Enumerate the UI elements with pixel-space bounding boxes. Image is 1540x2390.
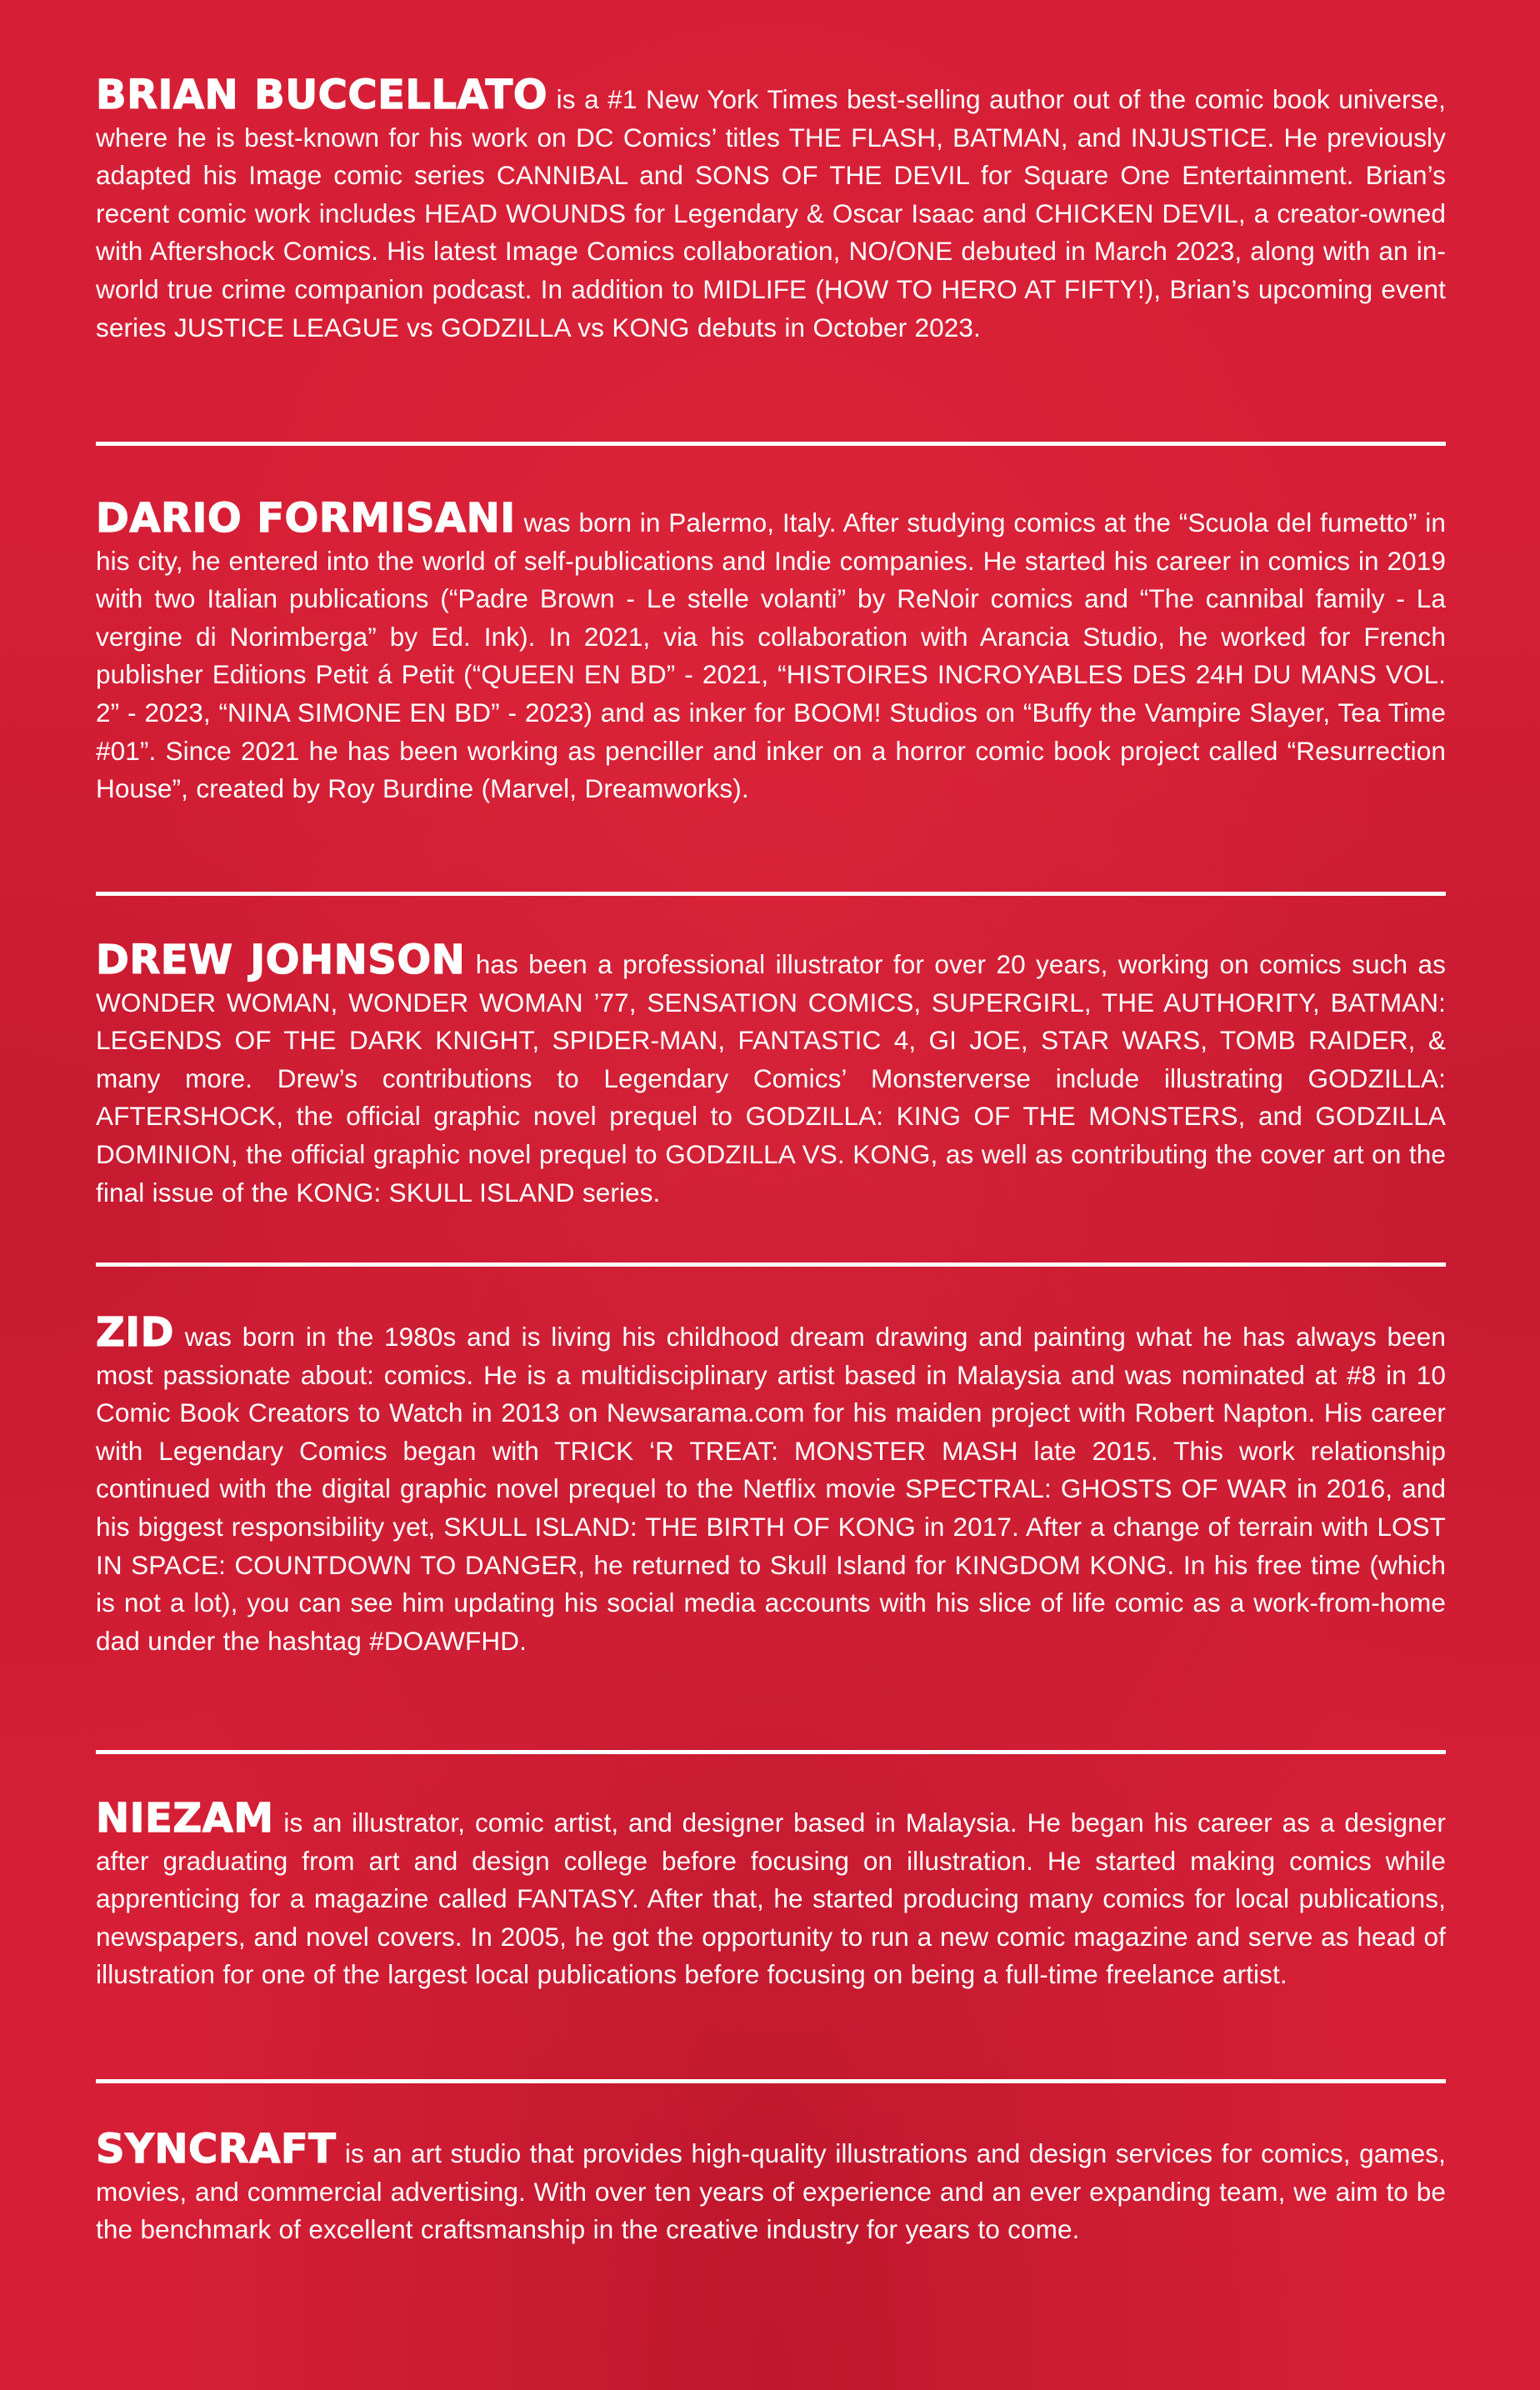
bio-dario-formisani: [96, 495, 1446, 808]
bio-text: is an art studio that provides high-quality illustrations and design services for comics, games, movies, and commercial advertising. With over ten years of experience and an ever expanding team, we aim to be the benchmark of excellent craftsmanship in the creative industry for years to come.: [96, 2138, 1446, 2245]
bio-name: NIEZAM: [96, 1795, 274, 1842]
section-divider: [96, 2079, 1446, 2083]
bio-text: is an illustrator, comic artist, and designer based in Malaysia. He began his career as a designer after graduating from art and design college before focusing on illustration. He started making comics while apprenticing for a magazine called FANTASY. After that, he started producing many comics for local publications, newspapers, and novel covers. In 2005, he got the opportunity to run a new comic magazine and serve as head of illustration for one of the largest local publications before focusing on being a full-time freelance artist.: [96, 1808, 1446, 1990]
bio-text: is a #1 New York Times best-selling author out of the comic book universe, where he is best-known for his work on DC Comics’ titles THE FLASH, BATMAN, and INJUSTICE. He previously adapted his Image comic series CANNIBAL and SONS OF THE DEVIL for Square One Entertainment. Brian’s recent comic work includes HEAD WOUNDS for Legendary & Oscar Isaac and CHICKEN DEVIL, a creator-owned with Aftershock Comics. His latest Image Comics collaboration, NO/ONE debuted in March 2023, along with an in-world true crime companion podcast. In addition to MIDLIFE (HOW TO HERO AT FIFTY!), Brian’s upcoming event series JUSTICE LEAGUE vs GODZILLA vs KONG debuts in October 2023.: [96, 84, 1446, 342]
bio-name: DREW JOHNSON: [96, 937, 466, 983]
bio-brian-buccellato: [96, 72, 1446, 347]
bio-name: BRIAN BUCCELLATO: [96, 72, 548, 118]
bio-name: DARIO FORMISANI: [96, 495, 516, 542]
section-divider: [96, 892, 1446, 896]
section-divider: [96, 1262, 1446, 1267]
section-divider: [96, 442, 1446, 446]
bio-text: was born in Palermo, Italy. After studying comics at the “Scuola del fumetto” in his city, he entered into the world of self-publications and Indie companies. He started his career in comics in 2019 with two Italian publications (“Padre Brown - Le stelle volanti” by ReNoir comics and “The cannibal family - La vergine di Norimberga” by Ed. Ink). In 2021, via his collaboration with Arancia Studio, he worked for French publisher Editions Petit á Petit (“QUEEN EN BD” - 2021, “HISTOIRES INCROYABLES DES 24H DU MANS VOL. 2” - 2023, “NINA SIMONE EN BD” - 2023) and as inker for BOOM! Studios on “Buffy the Vampire Slayer, Tea Time #01”. Since 2021 he has been working as penciller and inker on a horror comic book project called “Resurrection House”, created by Roy Burdine (Marvel, Dreamworks).: [96, 508, 1446, 804]
bio-zid: [96, 1309, 1446, 1660]
bio-text: was born in the 1980s and is living his childhood dream drawing and painting what he has always been most passionate about: comics. He is a multidisciplinary artist based in Malaysia and was nominated at #8 in 10 Comic Book Creators to Watch in 2013 on Newsarama.com for his maiden project with Robert Napton. His career with Legendary Comics began with TRICK ‘R TREAT: MONSTER MASH late 2015. This work relationship continued with the digital graphic novel prequel to the Netflix movie SPECTRAL: GHOSTS OF WAR in 2016, and his biggest responsibility yet, SKULL ISLAND: THE BIRTH OF KONG in 2017. After a change of terrain with LOST IN SPACE: COUNTDOWN TO DANGER, he returned to Skull Island for KINGDOM KONG. In his free time (which is not a lot), you can see him updating his social media accounts with his slice of life comic as a work-from-home dad under the hashtag #DOAWFHD.: [96, 1322, 1446, 1656]
bio-syncraft: [96, 2126, 1446, 2249]
bio-drew-johnson: [96, 937, 1446, 1212]
section-divider: [96, 1750, 1446, 1754]
bio-niezam: [96, 1795, 1446, 1994]
bio-name: ZID: [96, 1309, 175, 1356]
bio-name: SYNCRAFT: [96, 2126, 337, 2172]
bio-text: has been a professional illustrator for over 20 years, working on comics such as WONDER WOMAN, WONDER WOMAN ’77, SENSATION COMICS, SUPERGIRL, THE AUTHORITY, BATMAN: LEGENDS OF THE DARK KNIGHT, SPIDER-MAN, FANTASTIC 4, GI JOE, STAR WARS, TOMB RAIDER, & many more. Drew’s contributions to Legendary Comics’ Monsterverse include illustrating GODZILLA: AFTERSHOCK, the official graphic novel prequel to GODZILLA: KING OF THE MONSTERS, and GODZILLA DOMINION, the official graphic novel prequel to GODZILLA VS. KONG, as well as contributing the cover art on the final issue of the KONG: SKULL ISLAND series.: [96, 949, 1446, 1208]
